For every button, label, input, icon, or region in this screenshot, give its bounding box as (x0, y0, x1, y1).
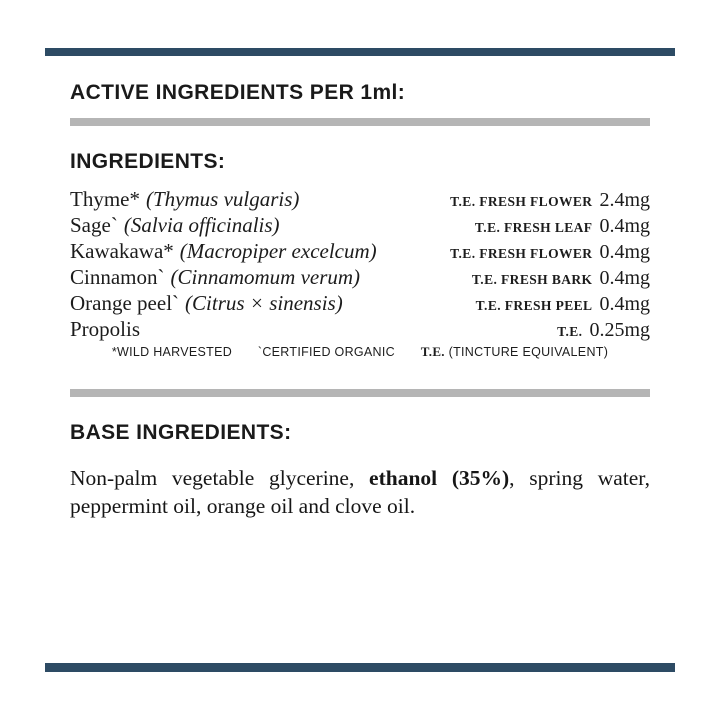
ingredient-name: Orange peel` (70, 291, 180, 315)
ethanol-percentage: ethanol (35%) (369, 466, 510, 490)
tincture-equivalent-label: T.E. FRESH BARK (471, 272, 593, 287)
footnote-tincture-equivalent (421, 345, 608, 359)
tincture-equivalent-label: T.E. FRESH FLOWER (450, 194, 593, 209)
base-text-end: , spring water, peppermint oil, orange oil and clove oil. (70, 466, 650, 518)
ingredient-latin-name: (Citrus × sinensis) (185, 291, 343, 315)
ingredient-name: Sage` (70, 213, 118, 237)
ingredient-name: Kawakawa* (70, 239, 174, 263)
base-text-start: Non-palm vegetable glycerine, (70, 466, 370, 490)
ingredient-row (70, 186, 650, 212)
ingredient-name: Cinnamon` (70, 265, 165, 289)
footnote-certified-organic: `CERTIFIED ORGANIC (257, 345, 395, 359)
ingredient-amount: 0.4mg (599, 215, 650, 237)
tincture-equivalent-label: T.E. FRESH LEAF (474, 220, 593, 235)
tincture-equivalent-label: T.E. FRESH FLOWER (450, 246, 593, 261)
ingredient-row (70, 212, 650, 238)
base-ingredients-heading: BASE INGREDIENTS: (70, 421, 292, 444)
ingredient-name: Thyme* (70, 187, 140, 211)
ingredient-amount: 0.4mg (599, 293, 650, 315)
ingredient-latin-name: (Cinnamomum verum) (170, 265, 361, 289)
bottom-border-bar (45, 663, 675, 672)
tincture-equivalent-label: T.E. (557, 324, 583, 339)
footnote-legend (70, 344, 650, 360)
ingredient-row (70, 290, 650, 316)
divider-bottom (70, 389, 650, 397)
ingredient-latin-name: (Salvia officinalis) (123, 213, 280, 237)
ingredient-row (70, 316, 650, 342)
ingredient-amount: 0.4mg (599, 241, 650, 263)
base-ingredients-text (70, 464, 650, 520)
te-abbreviation: T.E. (420, 344, 445, 359)
divider-top (70, 118, 650, 126)
ingredient-amount: 0.25mg (589, 319, 650, 341)
ingredient-list (70, 186, 650, 342)
ingredient-name: Propolis (70, 317, 141, 341)
top-border-bar (45, 48, 675, 56)
footnote-wild-harvested: *WILD HARVESTED (111, 345, 233, 359)
ingredient-row (70, 238, 650, 264)
ingredient-latin-name: (Thymus vulgaris) (145, 187, 300, 211)
active-ingredients-heading: ACTIVE INGREDIENTS PER 1ml: (70, 81, 406, 104)
ingredient-amount: 2.4mg (599, 189, 650, 211)
ingredient-row (70, 264, 650, 290)
ingredients-heading: INGREDIENTS: (70, 150, 226, 173)
tincture-equivalent-label: T.E. FRESH PEEL (475, 298, 593, 313)
te-expansion: (TINCTURE EQUIVALENT) (448, 345, 609, 359)
ingredient-amount: 0.4mg (599, 267, 650, 289)
ingredient-latin-name: (Macropiper excelcum) (179, 239, 377, 263)
